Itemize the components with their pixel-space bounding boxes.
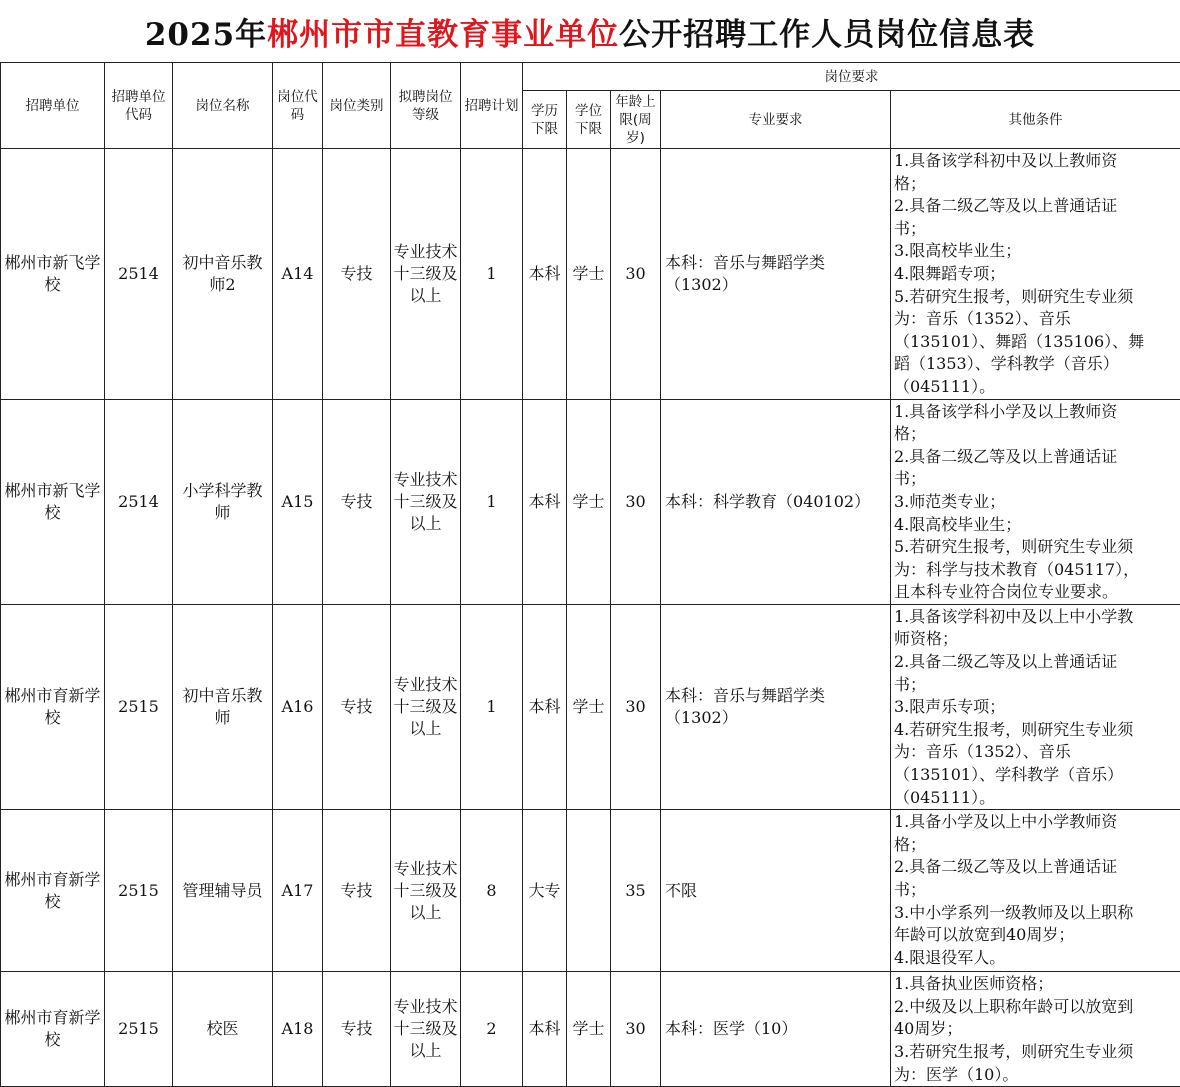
- level-cell: 专业技术十三级及以上: [391, 604, 461, 809]
- condition-line: 3.限高校毕业生；: [894, 240, 1178, 263]
- condition-line: 为：音乐（1352）、音乐: [894, 308, 1178, 331]
- condition-line: 书；: [894, 879, 1178, 902]
- condition-line: 4.限舞蹈专项；: [894, 263, 1178, 286]
- header-unit-code: 招聘单位代码: [105, 63, 173, 149]
- condition-line: 且本科专业符合岗位专业要求。: [894, 581, 1178, 604]
- age-cell: 30: [611, 149, 661, 400]
- condition-line: 2.具备二级乙等及以上普通话证: [894, 446, 1178, 469]
- plan-cell: 8: [461, 810, 523, 972]
- header-degree: 学位下限: [567, 91, 611, 149]
- degree-cell: 学士: [567, 399, 611, 604]
- condition-line: 5.若研究生报考，则研究生专业须: [894, 536, 1178, 559]
- post-code-cell: A15: [273, 399, 323, 604]
- degree-cell: [567, 810, 611, 972]
- condition-line: 1.具备执业医师资格；: [894, 973, 1178, 996]
- unit-cell: 郴州市育新学校: [1, 810, 105, 972]
- condition-line: 3.中小学系列一级教师及以上职称: [894, 902, 1178, 925]
- post-code-cell: A16: [273, 604, 323, 809]
- age-cell: 30: [611, 399, 661, 604]
- major-cell: 本科：音乐与舞蹈学类（1302）: [661, 149, 891, 400]
- condition-line: 40周岁；: [894, 1018, 1178, 1041]
- post-type-cell: 专技: [323, 149, 391, 400]
- other-conditions-cell: [891, 399, 1180, 604]
- level-cell: 专业技术十三级及以上: [391, 399, 461, 604]
- plan-cell: 1: [461, 149, 523, 400]
- condition-line: 年龄可以放宽到40周岁；: [894, 924, 1178, 947]
- post-name-cell: 校医: [173, 972, 273, 1087]
- post-type-cell: 专技: [323, 810, 391, 972]
- header-level: 拟聘岗位等级: [391, 63, 461, 149]
- edu-cell: 本科: [523, 972, 567, 1087]
- condition-line: 1.具备该学科初中及以上中小学教: [894, 606, 1178, 629]
- condition-line: （045111）。: [894, 376, 1178, 399]
- unit-cell: 郴州市新飞学校: [1, 149, 105, 400]
- edu-cell: 本科: [523, 399, 567, 604]
- condition-line: （135101）、舞蹈（135106）、舞: [894, 331, 1178, 354]
- recruitment-table: [0, 62, 1180, 1087]
- condition-line: 2.中级及以上职称年龄可以放宽到: [894, 996, 1178, 1019]
- condition-line: 3.师范类专业；: [894, 491, 1178, 514]
- level-cell: 专业技术十三级及以上: [391, 972, 461, 1087]
- plan-cell: 1: [461, 399, 523, 604]
- condition-line: 蹈（1353）、学科教学（音乐）: [894, 353, 1178, 376]
- header-age: 年龄上限(周岁): [611, 91, 661, 149]
- condition-line: 为：医学（10）。: [894, 1064, 1178, 1087]
- header-unit: 招聘单位: [1, 63, 105, 149]
- post-name-cell: 初中音乐教师2: [173, 149, 273, 400]
- unit-code-cell: 2515: [105, 810, 173, 972]
- condition-line: 2.具备二级乙等及以上普通话证: [894, 195, 1178, 218]
- post-code-cell: A14: [273, 149, 323, 400]
- condition-line: 4.若研究生报考，则研究生专业须: [894, 719, 1178, 742]
- header-other: 其他条件: [891, 91, 1180, 149]
- condition-line: 格；: [894, 834, 1178, 857]
- edu-cell: 本科: [523, 604, 567, 809]
- table-row: [1, 810, 1180, 972]
- title-prefix: 2025年: [145, 9, 267, 54]
- unit-cell: 郴州市育新学校: [1, 972, 105, 1087]
- unit-cell: 郴州市育新学校: [1, 604, 105, 809]
- unit-code-cell: 2515: [105, 972, 173, 1087]
- post-type-cell: 专技: [323, 399, 391, 604]
- table-row: [1, 604, 1180, 809]
- header-edu: 学历下限: [523, 91, 567, 149]
- level-cell: 专业技术十三级及以上: [391, 149, 461, 400]
- plan-cell: 2: [461, 972, 523, 1087]
- other-conditions-cell: [891, 149, 1180, 400]
- condition-line: 书；: [894, 468, 1178, 491]
- condition-line: 师资格；: [894, 628, 1178, 651]
- major-cell: 本科：科学教育（040102）: [661, 399, 891, 604]
- condition-line: 1.具备小学及以上中小学教师资: [894, 811, 1178, 834]
- condition-line: 1.具备该学科初中及以上教师资: [894, 150, 1178, 173]
- major-cell: 本科：医学（10）: [661, 972, 891, 1087]
- condition-line: 为：音乐（1352）、音乐: [894, 741, 1178, 764]
- condition-line: 格；: [894, 423, 1178, 446]
- condition-line: （135101）、学科教学（音乐）: [894, 764, 1178, 787]
- unit-code-cell: 2514: [105, 399, 173, 604]
- table-row: [1, 399, 1180, 604]
- condition-line: 3.若研究生报考，则研究生专业须: [894, 1041, 1178, 1064]
- title-suffix: 公开招聘工作人员岗位信息表: [619, 9, 1035, 54]
- post-code-cell: A18: [273, 972, 323, 1087]
- condition-line: 5.若研究生报考，则研究生专业须: [894, 286, 1178, 309]
- header-post-code: 岗位代码: [273, 63, 323, 149]
- unit-code-cell: 2515: [105, 604, 173, 809]
- condition-line: 为：科学与技术教育（045117），: [894, 559, 1178, 582]
- other-conditions-cell: [891, 810, 1180, 972]
- header-plan: 招聘计划: [461, 63, 523, 149]
- condition-line: 格；: [894, 173, 1178, 196]
- major-cell: 本科：音乐与舞蹈学类（1302）: [661, 604, 891, 809]
- post-name-cell: 初中音乐教师: [173, 604, 273, 809]
- condition-line: （045111）。: [894, 787, 1178, 810]
- header-post-type: 岗位类别: [323, 63, 391, 149]
- post-code-cell: A17: [273, 810, 323, 972]
- header-requirements: 岗位要求: [523, 63, 1180, 91]
- condition-line: 2.具备二级乙等及以上普通话证: [894, 651, 1178, 674]
- table-row: [1, 149, 1180, 400]
- table-row: [1, 972, 1180, 1087]
- post-type-cell: 专技: [323, 604, 391, 809]
- condition-line: 书；: [894, 218, 1178, 241]
- age-cell: 30: [611, 604, 661, 809]
- header-post-name: 岗位名称: [173, 63, 273, 149]
- condition-line: 书；: [894, 674, 1178, 697]
- age-cell: 35: [611, 810, 661, 972]
- post-type-cell: 专技: [323, 972, 391, 1087]
- condition-line: 2.具备二级乙等及以上普通话证: [894, 856, 1178, 879]
- condition-line: 1.具备该学科小学及以上教师资: [894, 401, 1178, 424]
- header-major: 专业要求: [661, 91, 891, 149]
- unit-code-cell: 2514: [105, 149, 173, 400]
- condition-line: 4.限高校毕业生；: [894, 514, 1178, 537]
- degree-cell: 学士: [567, 972, 611, 1087]
- degree-cell: 学士: [567, 149, 611, 400]
- degree-cell: 学士: [567, 604, 611, 809]
- table-body: [1, 149, 1180, 1087]
- level-cell: 专业技术十三级及以上: [391, 810, 461, 972]
- post-name-cell: 小学科学教师: [173, 399, 273, 604]
- post-name-cell: 管理辅导员: [173, 810, 273, 972]
- page-title: [0, 0, 1180, 62]
- other-conditions-cell: [891, 972, 1180, 1087]
- edu-cell: 大专: [523, 810, 567, 972]
- condition-line: 4.限退役军人。: [894, 947, 1178, 970]
- unit-cell: 郴州市新飞学校: [1, 399, 105, 604]
- other-conditions-cell: [891, 604, 1180, 809]
- edu-cell: 本科: [523, 149, 567, 400]
- condition-line: 3.限声乐专项；: [894, 696, 1178, 719]
- age-cell: 30: [611, 972, 661, 1087]
- plan-cell: 1: [461, 604, 523, 809]
- title-highlight: 郴州市市直教育事业单位: [267, 9, 619, 54]
- major-cell: 不限: [661, 810, 891, 972]
